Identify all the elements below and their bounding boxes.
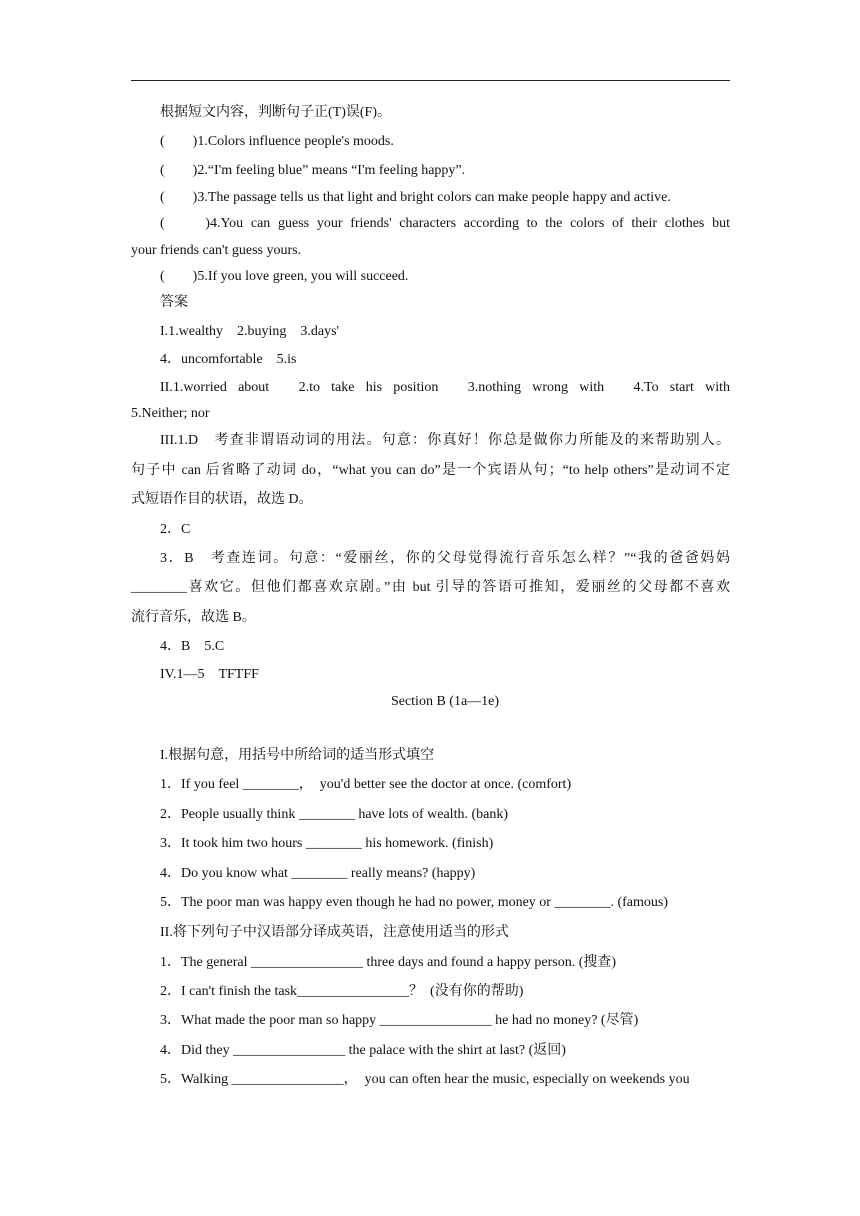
answer-line: ________喜欢它。但他们都喜欢京剧。”由 but 引导的答语可推知，爱丽丝的父母都不喜欢 bbox=[131, 580, 730, 595]
exercise-item: 5．Walking ________________， you can often hear the music, especially on weekends you bbox=[160, 1072, 690, 1087]
exercise-item: 5．The poor man was happy even though he had no power, money or ________. (famous) bbox=[160, 895, 668, 910]
answer-line: 句子中 can 后省略了动词 do，“what you can do”是一个宾语从句；“to help others”是动词不定 bbox=[131, 463, 730, 478]
answer-line: 5.Neither; nor bbox=[131, 406, 210, 421]
exercise-item: 2．I can't finish the task________________？ (没有你的帮助) bbox=[160, 984, 524, 999]
answer-line: I.1.wealthy 2.buying 3.days' bbox=[160, 324, 340, 339]
header-rule bbox=[131, 80, 730, 81]
answer-line: III.1.D 考查非谓语动词的用法。句意：你真好！你总是做你力所能及的来帮助别人。 bbox=[160, 433, 730, 448]
answer-line: 4．uncomfortable 5.is bbox=[160, 352, 297, 367]
part-heading: I.根据句意，用括号中所给词的适当形式填空 bbox=[160, 748, 435, 763]
exercise-item: 3．What made the poor man so happy ________________ he had no money? (尽管) bbox=[160, 1013, 639, 1028]
part-heading: II.将下列句子中汉语部分译成英语，注意使用适当的形式 bbox=[160, 925, 509, 940]
instruction-line: 根据短文内容，判断句子正(T)误(F)。 bbox=[160, 105, 391, 120]
exercise-item: 4．Did they ________________ the palace with the shirt at last? (返回) bbox=[160, 1043, 566, 1058]
answer-line: 式短语作目的状语，故选 D。 bbox=[131, 492, 313, 507]
tf-item-3: ( )3.The passage tells us that light and bright colors can make people happy and active. bbox=[160, 190, 671, 205]
answer-heading: 答案 bbox=[160, 295, 188, 310]
answer-line: 流行音乐，故选 B。 bbox=[131, 610, 256, 625]
exercise-item: 3．It took him two hours ________ his homework. (finish) bbox=[160, 836, 494, 851]
tf-item-1: ( )1.Colors influence people's moods. bbox=[160, 134, 394, 149]
exercise-item: 1．If you feel ________， you'd better see the doctor at once. (comfort) bbox=[160, 777, 572, 792]
section-title: Section B (1a—1e) bbox=[390, 694, 500, 709]
tf-item-4-cont: your friends can't guess yours. bbox=[131, 243, 302, 258]
answer-line: IV.1—5 TFTFF bbox=[160, 667, 259, 682]
answer-line: 2．C bbox=[160, 522, 191, 537]
tf-item-4: ( )4.You can guess your friends' characters according to the colors of their clothes but bbox=[160, 216, 730, 231]
answer-line: II.1.worried about 2.to take his position 3.nothing wrong with 4.To start with bbox=[160, 380, 730, 395]
exercise-item: 2．People usually think ________ have lots of wealth. (bank) bbox=[160, 807, 508, 822]
tf-item-5: ( )5.If you love green, you will succeed. bbox=[160, 269, 409, 284]
tf-item-2: ( )2.“I'm feeling blue” means “I'm feeling happy”. bbox=[160, 163, 466, 178]
exercise-item: 1．The general ________________ three days and found a happy person. (搜查) bbox=[160, 955, 617, 970]
exercise-item: 4．Do you know what ________ really means? (happy) bbox=[160, 866, 476, 881]
answer-line: 3．B 考查连词。句意：“爱丽丝，你的父母觉得流行音乐怎么样？”“我的爸爸妈妈 bbox=[160, 551, 730, 566]
answer-line: 4．B 5.C bbox=[160, 639, 225, 654]
